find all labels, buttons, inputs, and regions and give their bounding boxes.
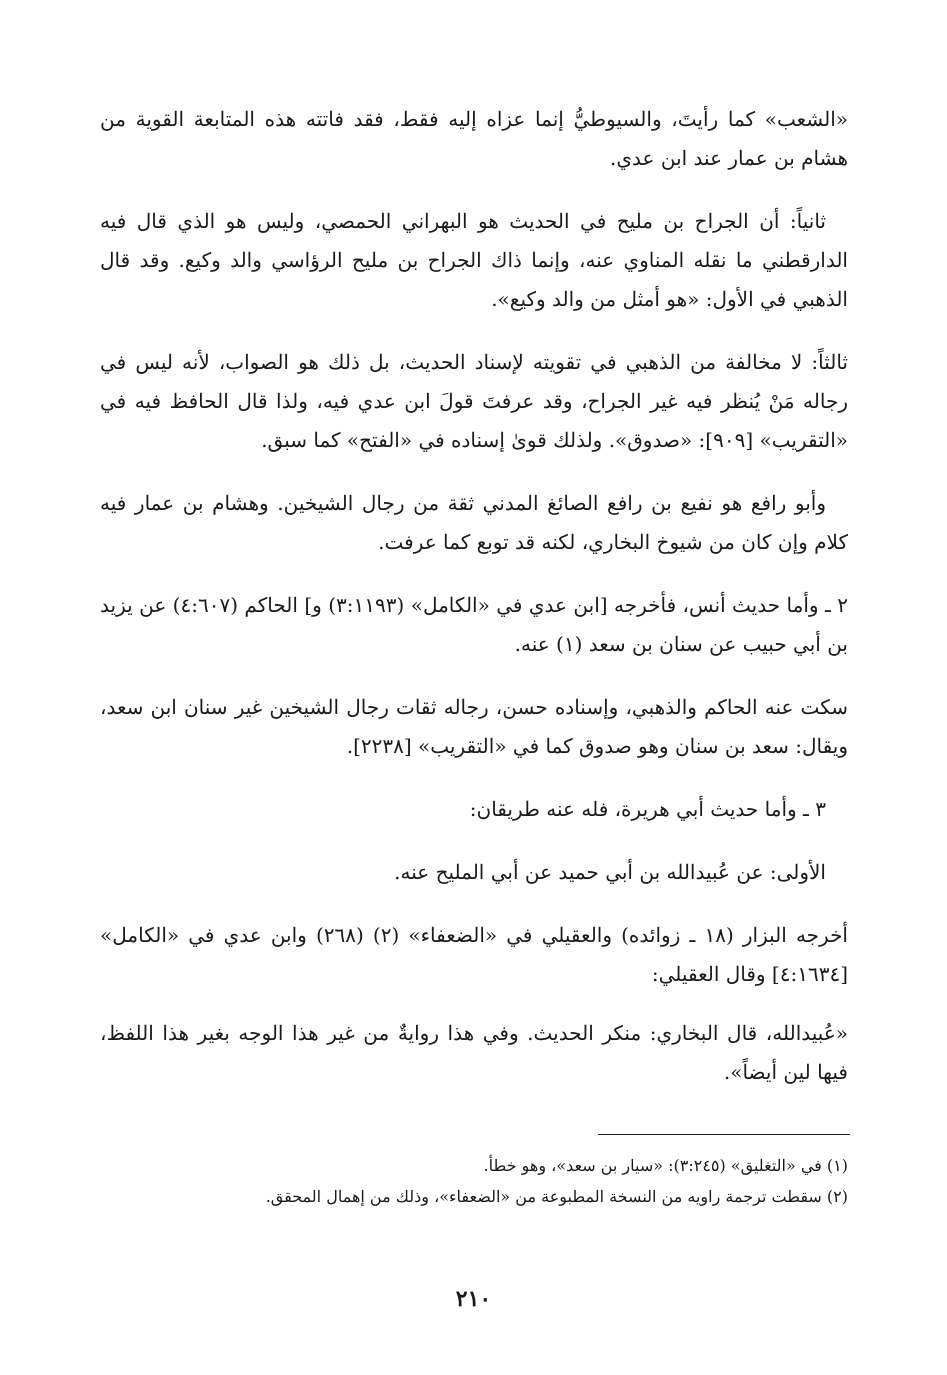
paragraph-anas-hadith: ٢ ـ وأما حديث أنس، فأخرجه [ابن عدي في «الكامل» (٣:١١٩٣) و] الحاكم (٤:٦٠٧) عن يزيد بن أبي حبيب عن سنان بن سعد (١) عنه. bbox=[100, 593, 849, 656]
footnotes bbox=[100, 1150, 848, 1212]
footnote-1: (١) في «التغليق» (٣:٢٤٥): «سيار بن سعد»، وهو خطأ. bbox=[483, 1156, 848, 1175]
paragraph-abu-hurayra: ٣ ـ وأما حديث أبي هريرة، فله عنه طريقان: bbox=[469, 797, 826, 821]
paragraph-shuab: «الشعب» كما رأيتَ، والسيوطيُّ إنما عزاه إليه فقط، فقد فاتته هذه المتابعة القوية من هشام بن عمار عند ابن عدي. bbox=[100, 107, 848, 170]
footnote-2: (٢) سقطت ترجمة راويه من النسخة المطبوعة من «الضعفاء»، وذلك من إهمال المحقق. bbox=[265, 1187, 848, 1206]
page-number: ٢١٠ bbox=[455, 1286, 492, 1312]
paragraph-hakim-silence: سكت عنه الحاكم والذهبي، وإسناده حسن، رجاله ثقات رجال الشيخين غير سنان ابن سعد، ويقال: سعد بن سنان وهو صدوق كما في «التقريب» [٢٢٣٨]. bbox=[100, 695, 848, 758]
paragraph-first-route: الأولى: عن عُبيدالله بن أبي حميد عن أبي المليح عنه. bbox=[394, 860, 826, 884]
main-text bbox=[100, 100, 848, 1116]
paragraph-second-point: ثانياً: أن الجراح بن مليح في الحديث هو البهراني الحمصي، وليس هو الذي قال فيه الدارقطني ما نقله المناوي عنه، وإنما ذاك الجراح بن مليح الرؤاسي والد وكيع. وقد قال الذهبي في الأول: «هو أمثل من والد وكيع». bbox=[100, 209, 848, 311]
paragraph-third-point: ثالثاً: لا مخالفة من الذهبي في تقويته لإسناد الحديث، بل ذلك هو الصواب، لأنه ليس في رجاله مَنْ يُنظر فيه غير الجراح، وقد عرفتَ قولَ ابن عدي فيه، ولذا قال الحافظ فيه في «التقريب» [٩٠٩]: «صدوق». ولذلك قوىٰ إسناده في «الفتح» كما سبق. bbox=[100, 350, 849, 452]
paragraph-bazzar: أخرجه البزار (١٨ ـ زوائده) والعقيلي في «الضعفاء» (٢) (٢٦٨) وابن عدي في «الكامل» [٤:١٦٣٤] وقال العقيلي: bbox=[100, 923, 848, 986]
paragraph-bukhari-quote: «عُبيدالله، قال البخاري: منكر الحديث. وفي هذا روايةٌ من غير هذا الوجه بغير هذا اللفظ، فيها لين أيضاً». bbox=[100, 1021, 848, 1084]
footnote-divider bbox=[598, 1134, 850, 1135]
paragraph-abu-rafi: وأبو رافع هو نفيع بن رافع الصائغ المدني ثقة من رجال الشيخين. وهشام بن عمار فيه كلام وإن كان من شيوخ البخاري، لكنه قد توبع كما عرفت. bbox=[100, 491, 848, 554]
